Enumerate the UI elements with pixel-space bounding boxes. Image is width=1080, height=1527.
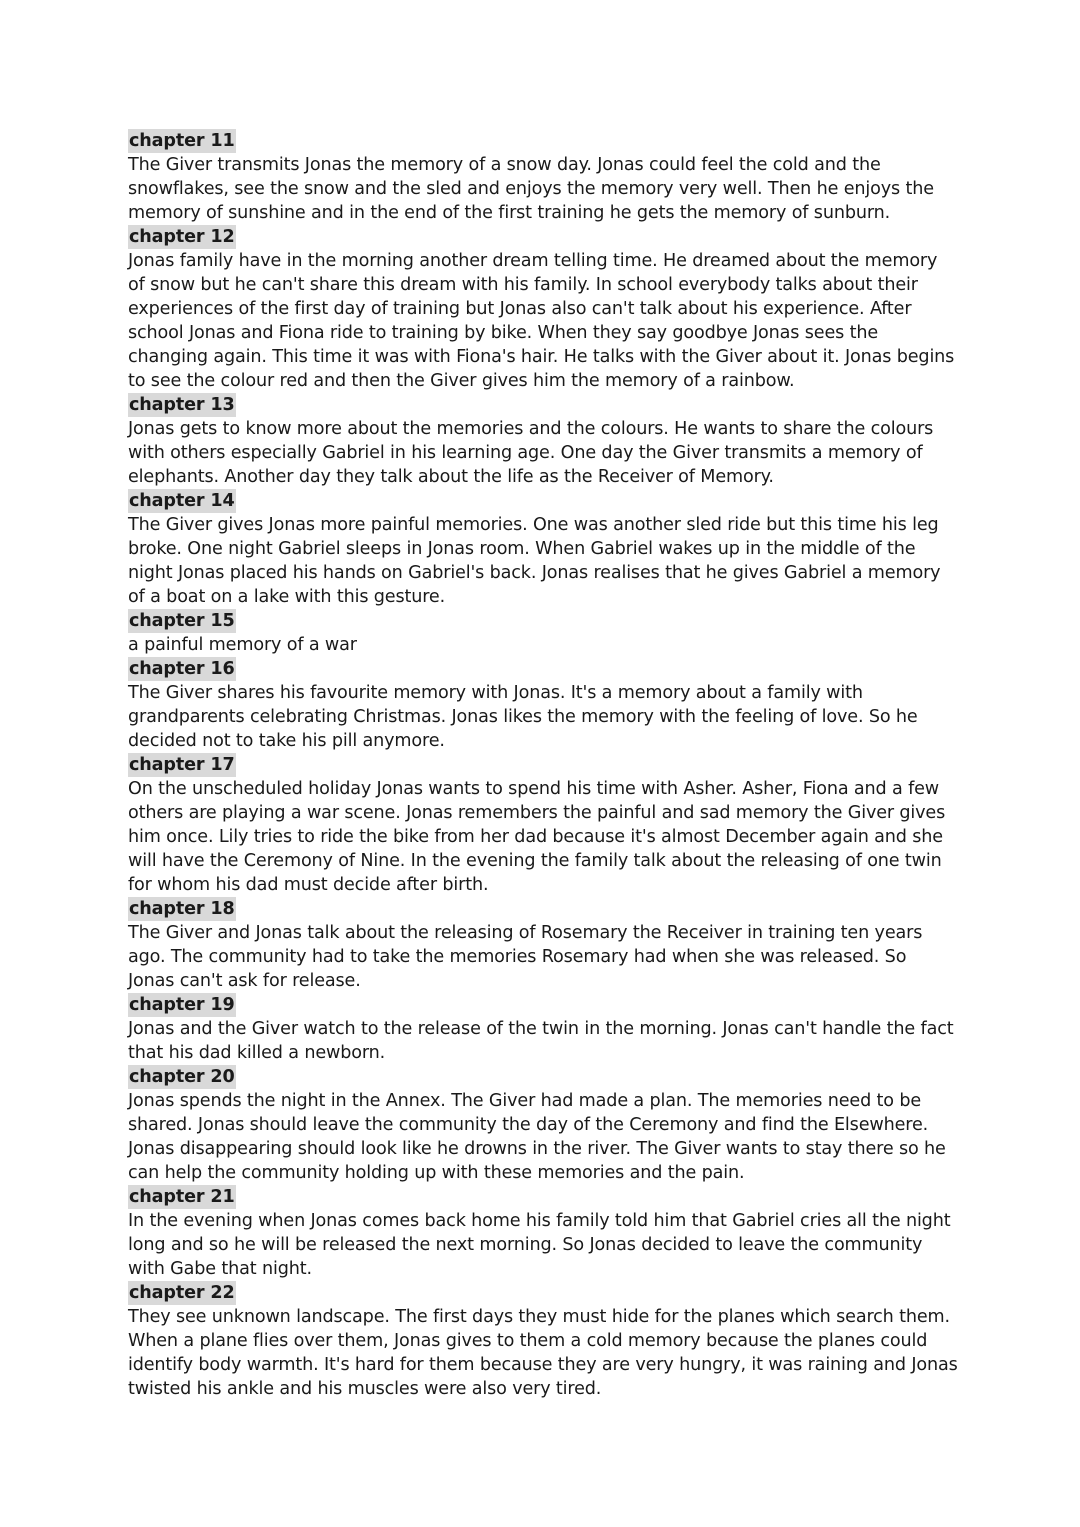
chapter-16 — [128, 657, 958, 753]
chapter-text: Jonas gets to know more about the memories and the colours. He wants to share the colours with others especially Gabriel in his learning age. One day the Giver transmits a memory of elephants. Another day they talk about the life as the Receiver of Memory. — [128, 419, 934, 487]
chapter-heading: chapter 19 — [129, 995, 235, 1015]
chapter-text: Jonas family have in the morning another dream telling time. He dreamed about the memory of snow but he can't share this dream with his family. In school everybody talks about their experiences of the first day of training but Jonas also can't talk about his experience. After school Jonas and Fiona ride to training by bike. When they say goodbye Jonas sees the changing again. This time it was with Fiona's hair. He talks with the Giver about it. Jonas begins to see the colour red and then the Giver gives him the memory of a rainbow. — [128, 251, 955, 391]
chapter-heading: chapter 13 — [129, 395, 235, 415]
chapter-heading: chapter 17 — [129, 755, 235, 775]
chapter-text: Jonas spends the night in the Annex. The Giver had made a plan. The memories need to be shared. Jonas should leave the community the day of the Ceremony and find the Elsewhere. Jonas disappearing should look like he drowns in the river. The Giver wants to stay there so he can help the community holding up with these memories and the pain. — [128, 1091, 946, 1183]
chapter-heading: chapter 11 — [129, 131, 235, 151]
chapter-21 — [128, 1185, 958, 1281]
chapter-heading: chapter 12 — [129, 227, 235, 247]
chapter-heading: chapter 18 — [129, 899, 235, 919]
chapter-text: a painful memory of a war — [128, 635, 357, 655]
chapter-13 — [128, 393, 958, 489]
chapter-12 — [128, 225, 958, 393]
chapter-14 — [128, 489, 958, 609]
chapter-text: The Giver shares his favourite memory with Jonas. It's a memory about a family with grandparents celebrating Christmas. Jonas likes the memory with the feeling of love. So he decided not to take his pill anymore. — [128, 683, 918, 751]
chapter-heading: chapter 15 — [129, 611, 235, 631]
chapter-heading: chapter 16 — [129, 659, 235, 679]
chapter-text: In the evening when Jonas comes back home his family told him that Gabriel cries all the night long and so he will be released the next morning. So Jonas decided to leave the community with Gabe that night. — [128, 1211, 951, 1279]
document-page — [128, 129, 958, 1401]
chapter-heading: chapter 21 — [129, 1187, 235, 1207]
chapter-text: Jonas and the Giver watch to the release of the twin in the morning. Jonas can't handle the fact that his dad killed a newborn. — [128, 1019, 954, 1063]
chapter-11 — [128, 129, 958, 225]
chapter-text: The Giver gives Jonas more painful memories. One was another sled ride but this time his leg broke. One night Gabriel sleeps in Jonas room. When Gabriel wakes up in the middle of the night Jonas placed his hands on Gabriel's back. Jonas realises that he gives Gabriel a memory of a boat on a lake with this gesture. — [128, 515, 941, 607]
chapter-heading: chapter 14 — [129, 491, 235, 511]
chapter-22 — [128, 1281, 958, 1401]
chapter-18 — [128, 897, 958, 993]
chapter-20 — [128, 1065, 958, 1185]
chapter-text: On the unscheduled holiday Jonas wants to spend his time with Asher. Asher, Fiona and a few others are playing a war scene. Jonas remembers the painful and sad memory the Giver gives him once. Lily tries to ride the bike from her dad because it's almost December again and she will have the Ceremony of Nine. In the evening the family talk about the releasing of one twin for whom his dad must decide after birth. — [128, 779, 946, 895]
chapter-17 — [128, 753, 958, 897]
chapter-text: The Giver and Jonas talk about the releasing of Rosemary the Receiver in training ten years ago. The community had to take the memories Rosemary had when she was released. So Jonas can't ask for release. — [128, 923, 923, 991]
chapter-text: The Giver transmits Jonas the memory of a snow day. Jonas could feel the cold and the snowflakes, see the snow and the sled and enjoys the memory very well. Then he enjoys the memory of sunshine and in the end of the first training he gets the memory of sunburn. — [128, 155, 934, 223]
chapter-heading: chapter 22 — [129, 1283, 235, 1303]
chapter-19 — [128, 993, 958, 1065]
chapter-15 — [128, 609, 958, 657]
chapter-heading: chapter 20 — [129, 1067, 235, 1087]
chapter-text: They see unknown landscape. The first days they must hide for the planes which search them. When a plane flies over them, Jonas gives to them a cold memory because the planes could identify body warmth. It's hard for them because they are very hungry, it was raining and Jonas twisted his ankle and his muscles were also very tired. — [128, 1307, 958, 1399]
